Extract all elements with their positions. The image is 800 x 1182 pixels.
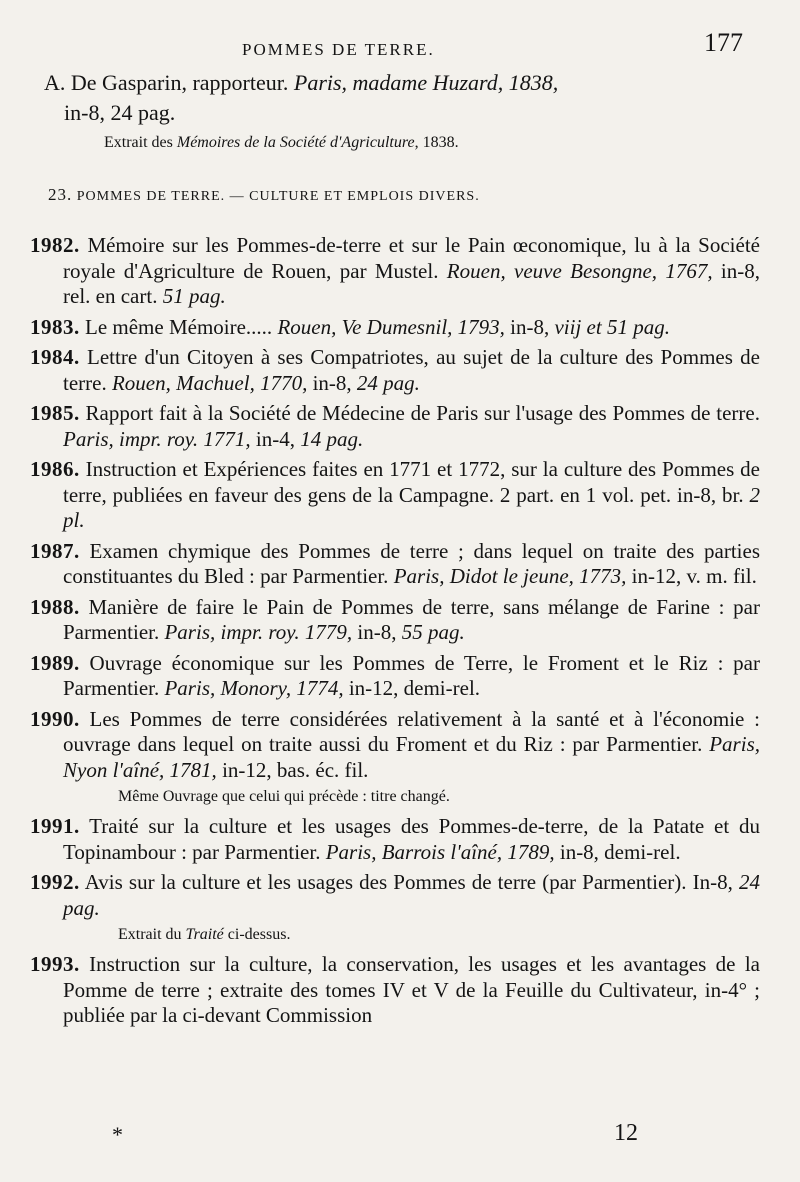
entry-format: in-12, demi-rel. [343, 676, 481, 700]
entry-format: in-12, bas. éc. fil. [216, 757, 369, 782]
section-number: 23. [48, 185, 73, 204]
intro-imprint: Paris, madame Huzard, 1838, [293, 70, 559, 95]
entry-text: Lettre d'un Citoyen à ses Compatriotes, au sujet de la culture des Pommes de terre. [63, 345, 760, 395]
entry-text: Manière de faire le Pain de Pommes de terre, sans mélange de Farine : par Parmentier. [63, 594, 760, 644]
entry-text: Examen chymique des Pommes de terre ; dans lequel on traite des parties constituantes du Bled : par Parmentier. [63, 538, 760, 588]
entry-text: Le même Mémoire..... [79, 314, 278, 339]
page-header [0, 28, 800, 68]
entry-number: 1983. [30, 314, 80, 339]
entry-note-title: Traité [185, 926, 224, 943]
entry-text: Rapport fait à la Société de Médecine de Paris sur l'usage des Pommes de terre. [79, 401, 760, 425]
entry-note [30, 924, 760, 946]
entry-number: 1986. [30, 457, 80, 481]
entry-imprint: Paris, Didot le jeune, 1773, [393, 564, 627, 588]
entry-imprint: Paris, impr. roy. 1779, [164, 620, 353, 644]
entry-list [30, 233, 760, 1034]
entry-format: in-4, [250, 426, 301, 451]
entry-imprint: Rouen, Machuel, 1770, [111, 370, 308, 395]
entry-imprint: Rouen, veuve Besongne, 1767, [446, 258, 713, 283]
intro-entry [44, 68, 744, 156]
list-item [30, 315, 760, 341]
entry-number: 1985. [30, 401, 80, 425]
entry-imprint: 2 pl. [63, 482, 760, 532]
entry-imprint: Paris, Barrois l'aîné, 1789, [325, 839, 555, 864]
entry-pages: 55 pag. [401, 620, 465, 644]
entry-imprint: Paris, impr. roy. 1771, [63, 426, 251, 451]
entry-text: Avis sur la culture et les usages des Pommes de terre (par Parmentier). In-8, [79, 870, 739, 894]
entry-number: 1991. [30, 814, 80, 838]
entry-number: 1988. [30, 594, 80, 619]
entry-format: in-12, v. m. fil. [626, 564, 757, 588]
entry-note-a: Extrait du [118, 926, 186, 943]
entry-number: 1982. [30, 233, 80, 257]
entry-note-c: ci-dessus. [223, 926, 291, 943]
intro-note-title: Mémoires de la Société d'Agriculture [176, 134, 415, 151]
list-item [30, 595, 760, 646]
entry-number: 1984. [30, 345, 80, 369]
entry-pages: 51 pag. [162, 284, 226, 308]
intro-author: A. De Gasparin, rapporteur. [44, 70, 294, 95]
list-item [30, 457, 760, 534]
entry-pages: 24 pag. [356, 370, 420, 395]
entry-note: Même Ouvrage que celui qui précède : titre changé. [118, 788, 450, 805]
list-item [30, 401, 760, 452]
intro-note [44, 130, 744, 156]
entry-number: 1987. [30, 538, 80, 563]
list-item [30, 233, 760, 310]
entry-format: in-8, [352, 620, 402, 644]
list-item [30, 539, 760, 590]
entry-text: Ouvrage économique sur les Pommes de Terre, le Froment et le Riz : par Parmentier. [63, 650, 760, 700]
entry-text: Mémoire sur les Pommes-de-terre et sur le Pain œconomique, lu à la Société royale d'Agriculture de Rouen, par Mustel. [63, 233, 760, 283]
intro-line-1 [44, 68, 744, 98]
list-item [30, 707, 760, 784]
section-heading [48, 185, 748, 205]
entry-pages: 14 pag. [300, 426, 364, 451]
entry-format: in-8, demi-rel. [554, 839, 681, 864]
entry-format: in-8, [307, 370, 357, 395]
entry-pages: viij et 51 pag. [554, 314, 670, 339]
entry-number: 1992. [30, 870, 80, 894]
entry-format: in-8, [504, 314, 555, 339]
entry-format: in-8, rel. en cart. [63, 258, 760, 308]
entry-text: Traité sur la culture et les usages des Pommes-de-terre, de la Patate et du Topinambour : par Parmentier. [63, 814, 760, 864]
entry-imprint: Paris, Nyon l'aîné, 1781, [63, 732, 760, 782]
page-number: 177 [704, 28, 743, 57]
asterisk-mark: * [112, 1122, 123, 1147]
entry-imprint: 24 pag. [63, 870, 760, 920]
entry-imprint: Rouen, Ve Dumesnil, 1793, [277, 314, 505, 339]
list-item [30, 651, 760, 702]
list-item [30, 952, 760, 1029]
entry-number: 1989. [30, 650, 80, 675]
list-item [30, 345, 760, 396]
entry-text: Instruction et Expériences faites en 1771 et 1772, sur la culture des Pommes de terre, publiées en faveur des gens de la Campagne. 2 part. en 1 vol. pet. in-8, br. [63, 457, 760, 507]
list-item [30, 814, 760, 865]
entry-text: Instruction sur la culture, la conservation, les usages et les avantages de la Pomme de terre ; extraite des tomes IV et V de la Feuille du Cultivateur, in-4° ; publiée par la ci-devant Commission [63, 952, 760, 1027]
intro-line-2: in-8, 24 pag. [64, 100, 176, 125]
list-item [30, 870, 760, 921]
page-footer [0, 1120, 800, 1160]
section-title: POMMES DE TERRE. — CULTURE ET EMPLOIS DIVERS. [76, 189, 480, 204]
intro-note-a: Extrait des [104, 134, 177, 151]
entry-number: 1993. [30, 952, 80, 976]
entry-number: 1990. [30, 706, 80, 731]
entry-text: Les Pommes de terre considérées relativement à la santé et à l'économie : ouvrage dans lequel on traite aussi du Froment et du Riz : par Parmentier. [63, 706, 760, 756]
intro-note-c: , 1838. [414, 134, 459, 151]
signature-mark: 12 [614, 1120, 638, 1146]
running-title: POMMES DE TERRE. [242, 40, 435, 59]
entry-imprint: Paris, Monory, 1774, [164, 676, 344, 700]
